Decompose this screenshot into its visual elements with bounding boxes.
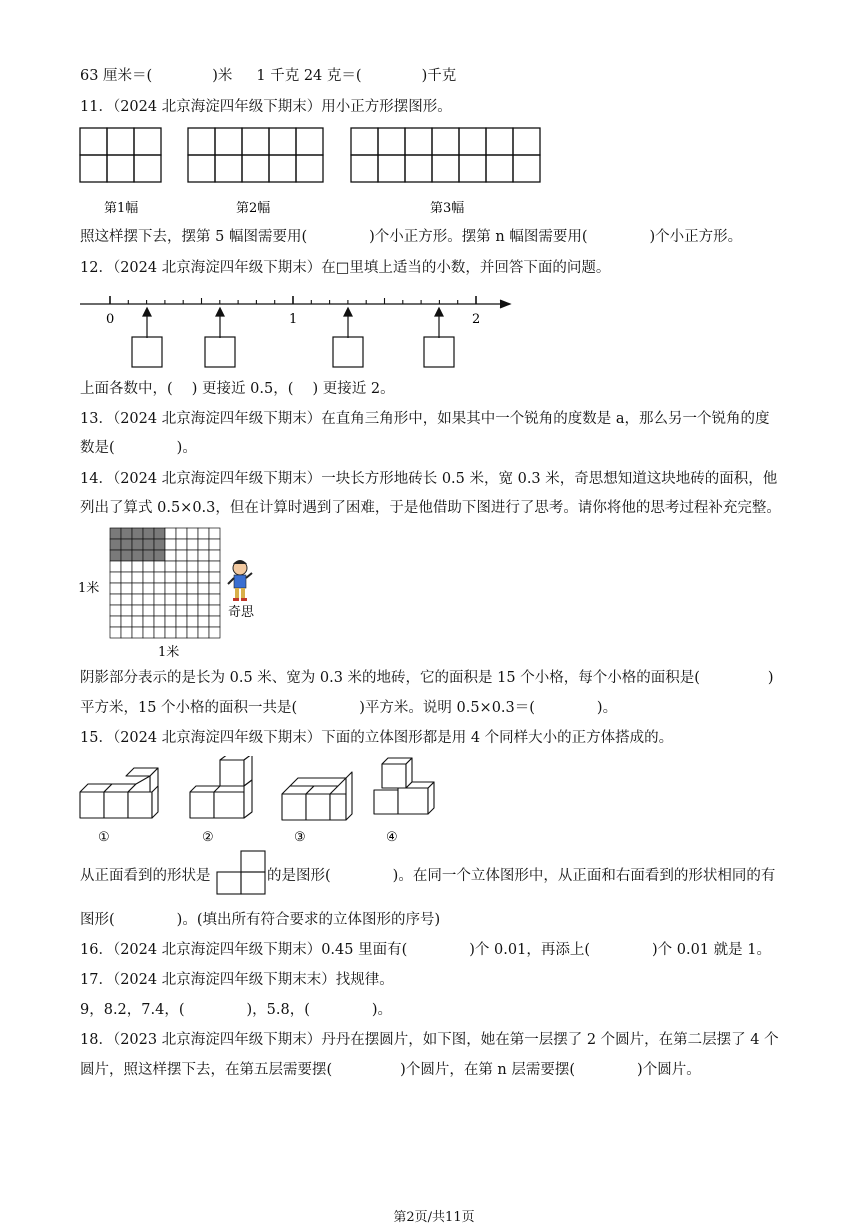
grid-cell: [198, 627, 209, 638]
grid-cell: [121, 616, 132, 627]
grid-cell: [176, 539, 187, 550]
grid-cell: [209, 616, 220, 627]
grid-cell: [176, 583, 187, 594]
grid-cell-shaded: [154, 550, 165, 561]
answer-box[interactable]: [333, 337, 363, 367]
grid-cell: [143, 583, 154, 594]
question-15: 15．（2024 北京海淀四年级下期末）下面的立体图形都是用 4 个同样大小的正方体搭成的。: [80, 730, 674, 746]
grid-cell: [154, 616, 165, 627]
grid-cell: [176, 561, 187, 572]
grid-cell: [187, 550, 198, 561]
grid-cell: [198, 594, 209, 605]
grid-cell: [198, 572, 209, 583]
grid-cell: [198, 605, 209, 616]
question-13-answer: [80, 438, 197, 458]
tick-label-1: 1: [289, 312, 298, 327]
text: 圆片，照这样摆下去，在第五层需要摆(: [80, 1062, 333, 1078]
grid-cell: [165, 616, 176, 627]
grid-cell: [198, 550, 209, 561]
grid-cell: [143, 594, 154, 605]
text: )平方米。说明 0.5×0.3＝(: [359, 700, 535, 716]
grid-cell: [110, 583, 121, 594]
fig1-label: 第1幅: [104, 201, 139, 216]
grid-cell: [209, 550, 220, 561]
question-11: 11．（2024 北京海淀四年级下期末）用小正方形摆图形。: [80, 99, 452, 115]
grid-cell: [165, 550, 176, 561]
text: )个 0.01，再添上(: [469, 942, 590, 958]
figure-1-label: ①: [98, 830, 110, 845]
grid-cell: [143, 561, 154, 572]
grid-cell-shaded: [132, 528, 143, 539]
grid-cell: [209, 561, 220, 572]
figure-2-label: ②: [202, 830, 214, 845]
grid-cell-shaded: [143, 539, 154, 550]
grid-cell: [132, 561, 143, 572]
grid-cell: [121, 605, 132, 616]
grid-cell: [198, 561, 209, 572]
unit-conversion-line: [80, 66, 456, 86]
grid-cell-shaded: [154, 528, 165, 539]
text: 63 厘米＝(: [80, 68, 153, 84]
grid-cell: [187, 561, 198, 572]
grid-cell: [165, 594, 176, 605]
grid-cell: [110, 605, 121, 616]
front-view-shape: [216, 850, 268, 896]
grid-cell-shaded: [110, 539, 121, 550]
grid-cell: [198, 583, 209, 594]
fig3-label: 第3幅: [430, 201, 465, 216]
grid-cell: [187, 583, 198, 594]
question-11-answer: [80, 227, 742, 247]
grid-cell: [165, 605, 176, 616]
grid-cell: [132, 627, 143, 638]
grid-cell: [165, 539, 176, 550]
grid-cell: [187, 572, 198, 583]
text: )。在同一个立体图形中，从正面和右面看到的形状相同的有: [392, 868, 776, 884]
grid-cell-shaded: [154, 539, 165, 550]
text: )个圆片。: [637, 1062, 701, 1078]
grid-cell: [209, 594, 220, 605]
text: ): [767, 670, 774, 686]
grid-cell: [165, 572, 176, 583]
grid-cell: [154, 605, 165, 616]
grid-cell: [187, 594, 198, 605]
text: 平方米，15 个小格的面积一共是(: [80, 700, 298, 716]
answer-box[interactable]: [205, 337, 235, 367]
text: )千克: [421, 68, 457, 84]
grid-cell-shaded: [110, 528, 121, 539]
text: 1 千克 24 克＝(: [256, 68, 362, 84]
figure-3-label: ③: [294, 830, 306, 845]
grid-cell: [187, 539, 198, 550]
grid-cell: [209, 539, 220, 550]
grid-cell: [176, 605, 187, 616]
grid-cell: [110, 616, 121, 627]
grid-cell: [165, 627, 176, 638]
question-15-answer-cont: [267, 866, 775, 886]
question-14: 14．（2024 北京海淀四年级下期末）一块长方形地砖长 0.5 米，宽 0.3 米，奇思想知道这块地砖的面积，他: [80, 471, 778, 487]
grid-cell: [121, 572, 132, 583]
question-12: 12．（2024 北京海淀四年级下期末）在□里填上适当的小数，并回答下面的问题。: [80, 260, 611, 276]
grid-cell: [110, 561, 121, 572]
grid-cell: [121, 561, 132, 572]
grid-cell-shaded: [132, 539, 143, 550]
grid-cell: [176, 550, 187, 561]
text: 从正面看到的形状是: [80, 868, 211, 884]
grid-cell: [121, 594, 132, 605]
question-18-answer: [80, 1060, 701, 1080]
text: )。: [596, 700, 618, 716]
grid-cell: [132, 594, 143, 605]
text: )，5.8，(: [246, 1002, 310, 1018]
question-17: 17．（2024 北京海淀四年级下期末末）找规律。: [80, 972, 394, 988]
grid-cell: [198, 616, 209, 627]
side-label: 1米: [78, 581, 100, 596]
text: 的是图形(: [267, 868, 331, 884]
question-18: 18．（2023 北京海淀四年级下期末）丹丹在摆圆片，如下图，她在第一层摆了 2 个圆片，在第二层摆了 4 个: [80, 1032, 779, 1048]
text: )个小正方形。: [649, 229, 743, 245]
question-13: 13．（2024 北京海淀四年级下期末）在直角三角形中，如果其中一个锐角的度数是 a，那么另一个锐角的度: [80, 411, 770, 427]
grid-cell: [176, 528, 187, 539]
text: 16．（2024 北京海淀四年级下期末）0.45 里面有(: [80, 942, 408, 958]
tick-label-0: 0: [106, 312, 115, 327]
text: )个圆片，在第 n 层需要摆(: [400, 1062, 576, 1078]
grid-cell-shaded: [121, 539, 132, 550]
question-15-answer-2: [80, 910, 440, 930]
answer-box[interactable]: [424, 337, 454, 367]
grid-cell: [187, 627, 198, 638]
grid-cell-shaded: [143, 528, 154, 539]
grid-cell-shaded: [110, 550, 121, 561]
grid-cell: [176, 616, 187, 627]
grid-cell: [165, 528, 176, 539]
grid-cell: [209, 572, 220, 583]
text: )。(填出所有符合要求的立体图形的序号): [176, 912, 441, 928]
grid-cell: [209, 583, 220, 594]
question-15-answer: [80, 866, 211, 886]
text: )个 0.01 就是 1。: [651, 942, 771, 958]
grid-cell: [176, 572, 187, 583]
grid-cell: [154, 627, 165, 638]
grid-cell: [187, 616, 198, 627]
question-14-answer-cont: [80, 698, 617, 718]
text: )。: [371, 1002, 393, 1018]
grid-cell-shaded: [121, 528, 132, 539]
grid-cell-shaded: [132, 550, 143, 561]
question-12-answer: 上面各数中，( ) 更接近 0.5，( ) 更接近 2。: [80, 381, 395, 397]
grid-cell: [110, 627, 121, 638]
figure-4-label: ④: [386, 830, 398, 845]
square-pattern-figure: [78, 126, 548, 220]
grid-cell: [110, 572, 121, 583]
area-grid-figure: [76, 524, 276, 660]
grid-cell: [198, 539, 209, 550]
grid-cell: [143, 616, 154, 627]
person-label: 奇思: [228, 605, 255, 620]
grid-cell: [176, 627, 187, 638]
grid-cell-shaded: [143, 550, 154, 561]
grid-cell: [143, 605, 154, 616]
grid-cell: [154, 583, 165, 594]
grid-cell: [143, 627, 154, 638]
text: 照这样摆下去，摆第 5 幅图需要用(: [80, 229, 308, 245]
answer-box[interactable]: [132, 337, 162, 367]
cube-figures: [78, 756, 458, 848]
text: 阴影部分表示的是长为 0.5 米、宽为 0.3 米的地砖，它的面积是 15 个小格，每个小格的面积是(: [80, 670, 700, 686]
grid-cell: [154, 572, 165, 583]
text: 9，8.2，7.4，(: [80, 1002, 185, 1018]
grid-cell: [110, 594, 121, 605]
tick-label-2: 2: [472, 312, 481, 327]
text: )个小正方形。摆第 n 幅图需要用(: [369, 229, 588, 245]
text: )。: [176, 440, 197, 456]
question-14-cont: 列出了算式 0.5×0.3，但在计算时遇到了困难，于是他借助下图进行了思考。请你将他的思考过程补充完整。: [80, 500, 781, 516]
text: 图形(: [80, 912, 115, 928]
number-line-figure: [78, 290, 518, 370]
grid-cell-shaded: [121, 550, 132, 561]
grid-cell: [154, 561, 165, 572]
grid-cell: [187, 605, 198, 616]
question-16: [80, 940, 771, 960]
grid-cell: [176, 594, 187, 605]
grid-cell: [154, 594, 165, 605]
grid-cell: [165, 583, 176, 594]
question-14-answer: [80, 668, 774, 688]
fig2-label: 第2幅: [236, 201, 271, 216]
grid-cell: [132, 616, 143, 627]
grid-cell: [209, 528, 220, 539]
grid-cell: [132, 572, 143, 583]
page-footer: 第2页/共11页: [393, 1210, 475, 1225]
question-17-answer: [80, 1000, 392, 1020]
grid-cell: [187, 528, 198, 539]
grid-cell: [198, 528, 209, 539]
grid-cell: [209, 627, 220, 638]
grid-cell: [143, 572, 154, 583]
grid-cell: [209, 605, 220, 616]
person-icon: [228, 560, 252, 601]
grid-cell: [121, 583, 132, 594]
text: 数是(: [80, 440, 115, 456]
grid-cell: [132, 583, 143, 594]
bottom-label: 1米: [158, 645, 180, 660]
grid-cell: [165, 561, 176, 572]
grid-cell: [132, 605, 143, 616]
text: )米: [212, 68, 233, 84]
grid-cell: [121, 627, 132, 638]
